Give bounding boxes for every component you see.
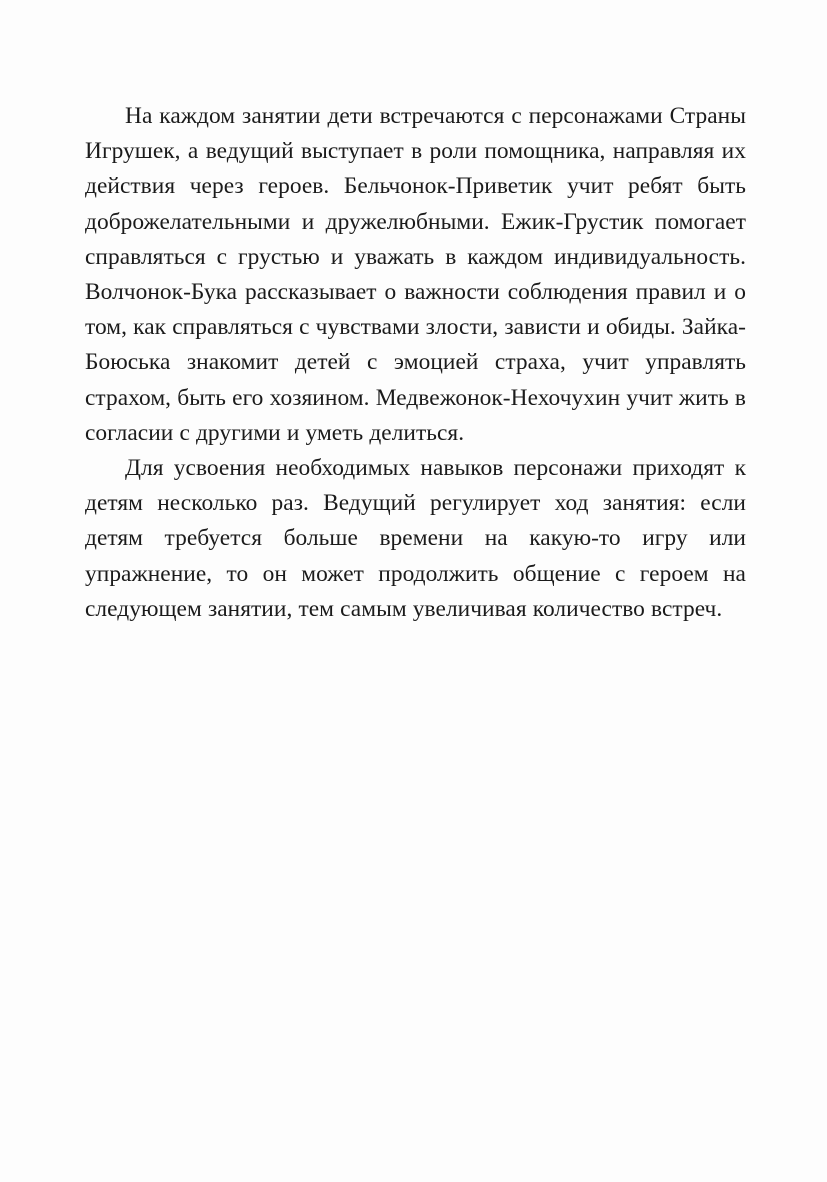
page-text-block xyxy=(85,99,746,627)
body-paragraph-2: Для усвоения необходимых навыков персонажи приходят к детям несколько раз. Ведущий регулирует ход занятия: если детям требуется больше времени на какую-то игру или упражнение, то он может продолжить общение с героем на следующем занятии, тем самым увеличивая количество встреч. xyxy=(85,455,746,622)
body-paragraph-1: На каждом занятии дети встречаются с персонажами Страны Игрушек, а ведущий выступает в роли помощника, направляя их действия через героев. Бельчонок-Приветик учит ребят быть доброжелательными и дружелюбными. Ежик-Грустик помогает справляться с грустью и уважать в каждом индивидуальность. Волчонок-Бука рассказывает о важности соблюдения правил и о том, как справляться с чувствами злости, зависти и обиды. Зайка-Боюська знакомит детей с эмоцией страха, учит управлять страхом, быть его хозяином. Медвежонок-Нехочухин учит жить в согласии с другими и уметь делиться. xyxy=(85,103,746,446)
